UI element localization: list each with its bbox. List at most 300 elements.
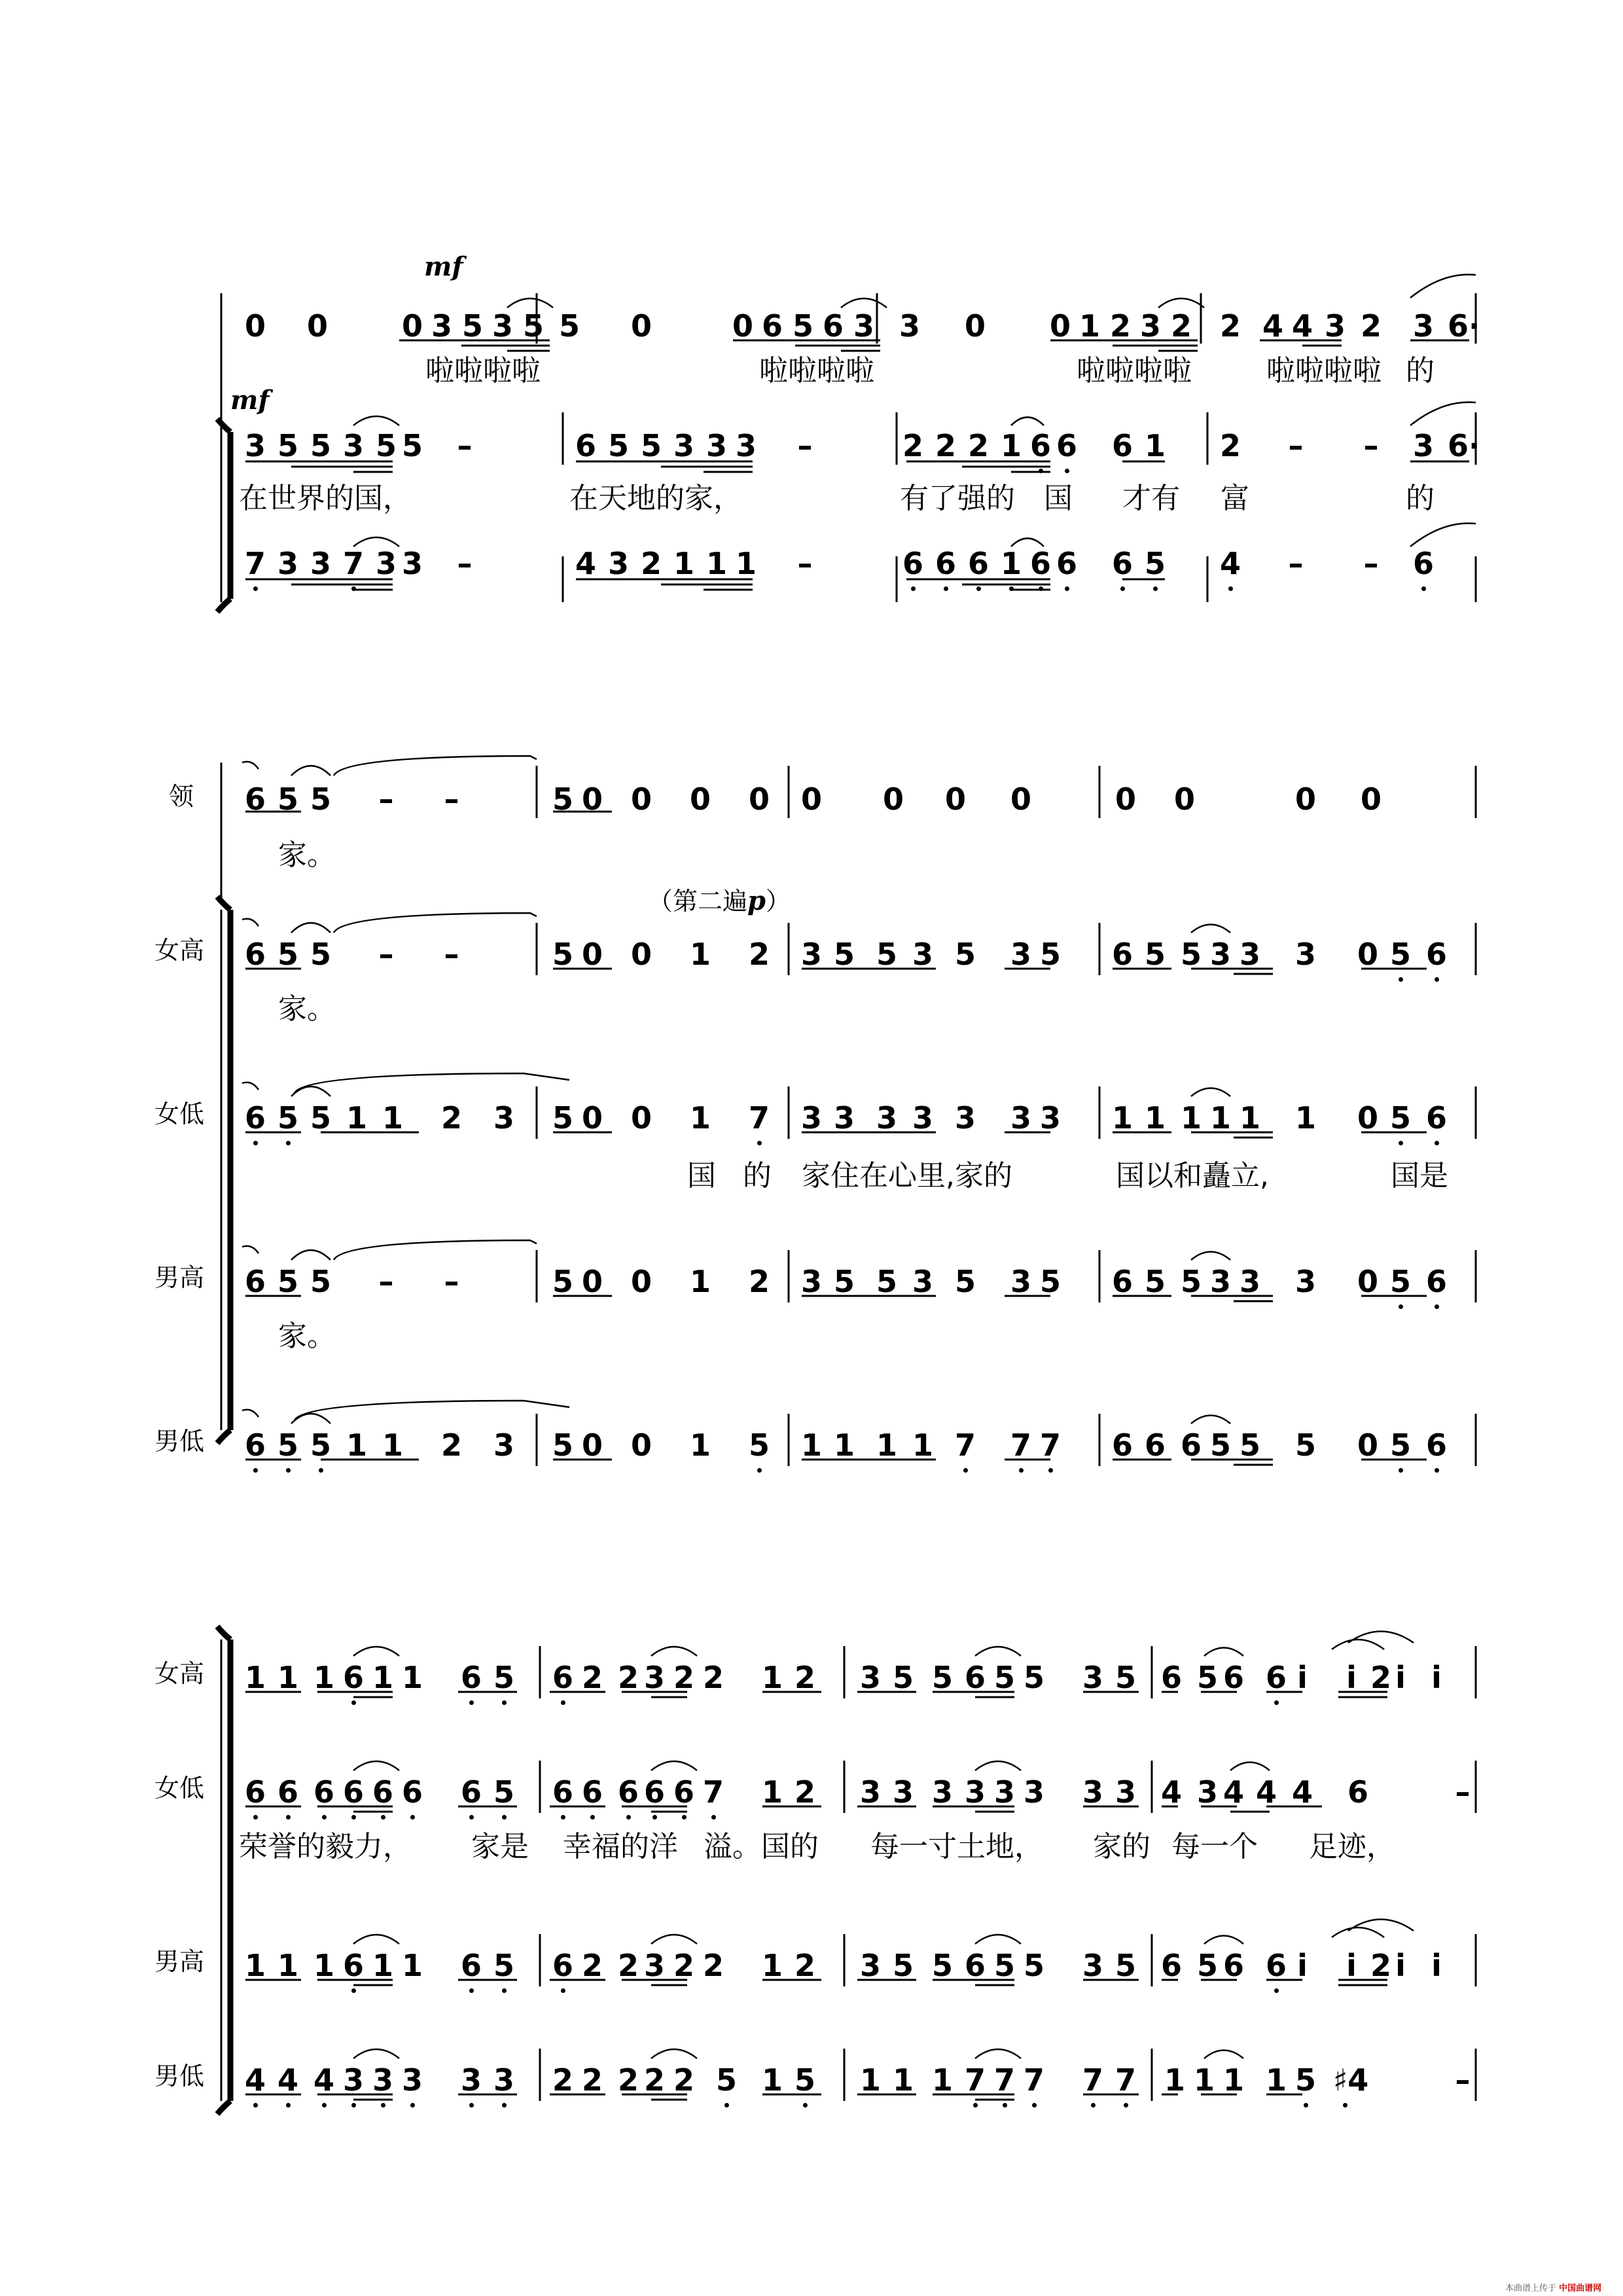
s2-soprano-note: – [444, 937, 459, 972]
s3-alto-note: 6 [1347, 1774, 1368, 1810]
s2-tenor-note: 0 [1357, 1264, 1378, 1299]
s1-upper-note: 6 [1111, 428, 1133, 463]
octave-dot [351, 2103, 356, 2108]
s1-upper-note: 5 [375, 428, 397, 463]
s3-tenor-note: 2 [794, 1948, 815, 1983]
octave-dot [1228, 586, 1233, 591]
s3-tenor-note: 5 [1023, 1948, 1044, 1983]
s3-soprano-note: 5 [1196, 1660, 1218, 1695]
s3-soprano-note: 2 [617, 1660, 639, 1695]
s1-lower-note: – [457, 546, 473, 581]
s3-bass-note: 7 [1115, 2062, 1136, 2098]
s3-alto-note: 4 [1291, 1774, 1313, 1810]
s3-alto-note: 3 [993, 1774, 1015, 1810]
s1-lead-note: 0 [244, 308, 266, 344]
s1-lead-note: 6· [1448, 308, 1480, 344]
s3-soprano-note: 1 [372, 1660, 393, 1695]
voice-label-bass: 男低 [154, 1427, 205, 1456]
s1-upper-note: 2 [902, 428, 923, 463]
s2-alto-note: 1 [1239, 1100, 1260, 1136]
s1-lead-lyric: 啦啦啦啦 [1266, 354, 1382, 387]
s2-alto-note: 7 [748, 1100, 770, 1136]
octave-dot [757, 1468, 762, 1473]
s2-soprano-note: 5 [1144, 937, 1166, 972]
s3-alto-note: 3 [1023, 1774, 1044, 1810]
s3-tenor-note: 5 [1196, 1948, 1218, 1983]
s3-soprano-note: 6 [460, 1660, 482, 1695]
octave-dot [502, 1988, 507, 1993]
s2-tenor-note: 0 [630, 1264, 652, 1299]
s3-bass-note: 7 [1082, 2062, 1103, 2098]
s3-bass-note: 7 [1023, 2062, 1044, 2098]
s3-alto-lyric: 足迹， [1309, 1830, 1395, 1863]
s2-tenor-note: 5 [1180, 1264, 1202, 1299]
s3-alto-note: 6 [244, 1774, 266, 1810]
s2-tenor-note: 5 [954, 1264, 976, 1299]
s3-soprano-note: i [1431, 1660, 1442, 1695]
s2-lead-note: 5 [310, 781, 331, 817]
s3-bass-note: 2 [617, 2062, 639, 2098]
s2-tenor-note: 6 [1425, 1264, 1447, 1299]
s1-lower-note: 5 [1144, 546, 1166, 581]
s3-soprano-note: i [1346, 1660, 1357, 1695]
s2-bass-note: 6 [1425, 1427, 1447, 1463]
s1-upper-note: 5 [607, 428, 629, 463]
octave-dot [351, 586, 356, 591]
s3-tenor-note: i [1395, 1948, 1406, 1983]
s2-tenor-note: 5 [310, 1264, 331, 1299]
s2-bass-note: 1 [382, 1427, 403, 1463]
s2-bass-note: 5 [277, 1427, 298, 1463]
s2-soprano-lyric: 家。 [278, 992, 336, 1026]
octave-dot [253, 1815, 258, 1820]
s3-alto-note: 3 [859, 1774, 881, 1810]
s3-alto-note: 4 [1160, 1774, 1182, 1810]
octave-dot [502, 2103, 507, 2108]
s1-lead-note: 4 [1291, 308, 1313, 344]
s3-bass-note: 1 [931, 2062, 953, 2098]
s2-tenor-note: 3 [1239, 1264, 1260, 1299]
s3-soprano-note: 2 [702, 1660, 724, 1695]
s3-bass-note: 1 [1265, 2062, 1287, 2098]
octave-dot [322, 1815, 327, 1820]
octave-dot [1274, 1700, 1279, 1705]
s1-lower-note: 3 [375, 546, 397, 581]
s1-upper-note: 6 [1056, 428, 1077, 463]
s3-alto-note: 6 [313, 1774, 334, 1810]
s2-tenor-note: 5 [1144, 1264, 1166, 1299]
s2-bass-note: 5 [1239, 1427, 1260, 1463]
s1-upper-note: 5 [401, 428, 423, 463]
octave-dot [381, 2103, 385, 2108]
s3-alto-lyric: 溢。国的 [704, 1830, 819, 1863]
s1-lead-note: 2 [1219, 308, 1241, 344]
s1-lower-note: – [1363, 546, 1379, 581]
s1-upper-note: 2 [1219, 428, 1241, 463]
s3-alto-note: 3 [1115, 1774, 1136, 1810]
octave-dot [803, 2103, 808, 2108]
s2-soprano-note: 5 [1180, 937, 1202, 972]
s3-soprano-note: 2 [1370, 1660, 1391, 1695]
s3-bass-note: 1 [1222, 2062, 1244, 2098]
s3-tenor-note: 2 [617, 1948, 639, 1983]
s3-bass-note: 1 [1193, 2062, 1215, 2098]
s1-upper-note: 1 [1144, 428, 1166, 463]
octave-dot [1065, 586, 1069, 591]
s3-bass-note: 2 [643, 2062, 665, 2098]
s3-tenor-note: 1 [277, 1948, 298, 1983]
s3-soprano-note: 6 [1265, 1660, 1287, 1695]
s1-lead-note: 3 [1324, 308, 1346, 344]
s2-soprano-note: 5 [876, 937, 897, 972]
octave-dot [1435, 1468, 1439, 1473]
s3-soprano-note: 5 [892, 1660, 914, 1695]
s2-alto-note: 0 [581, 1100, 603, 1136]
s1-upper-note: 1 [1000, 428, 1022, 463]
s2-tenor-note: 6 [244, 1264, 266, 1299]
s2-alto-note: 3 [876, 1100, 897, 1136]
s3-bass-note: 2 [552, 2062, 573, 2098]
s3-soprano-note: 6 [552, 1660, 573, 1695]
s2-tenor-note: 1 [689, 1264, 711, 1299]
s1-lower-note: 6 [1111, 546, 1133, 581]
octave-dot [410, 2103, 415, 2108]
s3-tenor-note: 1 [244, 1948, 266, 1983]
octave-dot [502, 1815, 507, 1820]
s2-tenor-note: 5 [552, 1264, 573, 1299]
s1-upper-note: 3 [705, 428, 727, 463]
s2-tenor-note: 3 [800, 1264, 822, 1299]
s1-upper-note: 6 [575, 428, 596, 463]
s3-soprano-note: 1 [244, 1660, 266, 1695]
s1-lead-note: 2 [1109, 308, 1131, 344]
s3-bass-note: – [1455, 2062, 1471, 2098]
s2-bass-note: 1 [833, 1427, 855, 1463]
s1-upper-lyric: 富 [1221, 482, 1249, 515]
octave-dot [944, 586, 948, 591]
s1-lower-note: 7 [342, 546, 364, 581]
s2-alto-note: 3 [1039, 1100, 1061, 1136]
octave-dot [1003, 2103, 1007, 2108]
s2-bass-note: 0 [581, 1427, 603, 1463]
s1-lower-note: 4 [575, 546, 596, 581]
voice-label-tenor-s3: 男高 [154, 1947, 205, 1976]
s3-bass-note: 7 [964, 2062, 986, 2098]
s1-lead-note: 4 [1262, 308, 1283, 344]
octave-dot [1048, 1468, 1053, 1473]
s3-alto-note: 3 [892, 1774, 914, 1810]
s1-upper-lyric: 在天地的家， [569, 482, 742, 515]
s1-lower-note: – [1288, 546, 1304, 581]
s1-lower-note: 1 [735, 546, 757, 581]
octave-dot [351, 1988, 356, 1993]
s2-tenor-note: 5 [1039, 1264, 1061, 1299]
s3-alto-note: 4 [1222, 1774, 1244, 1810]
s2-lead-note: 0 [748, 781, 770, 817]
octave-dot [286, 2103, 291, 2108]
s2-tenor-lyric: 家。 [278, 1319, 336, 1353]
s2-alto-note: 5 [310, 1100, 331, 1136]
s1-upper-note: – [1363, 428, 1379, 463]
s2-lead-note: 0 [630, 781, 652, 817]
s1-lower-note: 1 [1000, 546, 1022, 581]
octave-dot [322, 2103, 327, 2108]
s3-bass-note: 3 [493, 2062, 514, 2098]
s3-alto-lyric: 每一个 [1171, 1830, 1258, 1863]
s3-alto-lyric: 每一寸土地， [870, 1830, 1043, 1863]
s3-bass-note: 1 [761, 2062, 783, 2098]
s1-lower-note: 6 [1056, 546, 1077, 581]
octave-dot [561, 1700, 565, 1705]
s3-alto-note: 3 [1196, 1774, 1218, 1810]
octave-dot [410, 1815, 415, 1820]
s2-lead-note: 0 [1010, 781, 1031, 817]
s2-alto-note: 1 [346, 1100, 367, 1136]
s1-lower-note: 6 [1029, 546, 1051, 581]
s2-soprano-note: 0 [1357, 937, 1378, 972]
s1-lower-note: 6 [967, 546, 989, 581]
s3-alto-note: 3 [931, 1774, 953, 1810]
s2-alto-note: 5 [277, 1100, 298, 1136]
octave-dot [469, 2103, 474, 2108]
s3-alto-note: 3 [1082, 1774, 1103, 1810]
s2-soprano-note: 5 [552, 937, 573, 972]
s3-tenor-note: 6 [1265, 1948, 1287, 1983]
s2-soprano-note: 3 [1209, 937, 1231, 972]
s3-alto-note: 6 [581, 1774, 603, 1810]
octave-dot [1399, 977, 1403, 982]
s2-soprano-note: 5 [277, 937, 298, 972]
s1-lower-note: 1 [673, 546, 694, 581]
s3-bass-note: 4 [313, 2062, 334, 2098]
s2-bass-note: 7 [1010, 1427, 1031, 1463]
s3-bass-note: 3 [372, 2062, 393, 2098]
s1-lead-note: 0 [1049, 308, 1071, 344]
s1-lead-lyric: 啦啦啦啦 [1077, 354, 1192, 387]
s2-tenor-note: 3 [1209, 1264, 1231, 1299]
s2-alto-note: 3 [1010, 1100, 1031, 1136]
s2-alto-note: 2 [440, 1100, 462, 1136]
s1-lower-note: 4 [1219, 546, 1241, 581]
s3-bass-note: 1 [892, 2062, 914, 2098]
s3-soprano-note: 3 [1082, 1660, 1103, 1695]
s2-bass-note: 2 [440, 1427, 462, 1463]
s1-lead-note: 2 [1360, 308, 1382, 344]
s1-lead-note: 5 [558, 308, 580, 344]
s2-bass-note: 1 [346, 1427, 367, 1463]
footer-brand: 中国曲谱网 [1559, 2284, 1602, 2293]
s2-lead-note: 0 [944, 781, 966, 817]
s2-tenor-note: – [378, 1264, 394, 1299]
s3-tenor-note: 1 [761, 1948, 783, 1983]
s1-lead-note: 3 [1139, 308, 1161, 344]
s3-alto-lyric: 家是 [471, 1830, 529, 1863]
octave-dot [286, 1141, 291, 1145]
s3-soprano-note: 1 [277, 1660, 298, 1695]
s1-upper-note: 5 [277, 428, 298, 463]
s2-bass-note: 5 [1209, 1427, 1231, 1463]
octave-dot [561, 1815, 565, 1820]
s2-tenor-note: – [444, 1264, 459, 1299]
octave-dot [286, 1468, 291, 1473]
s2-alto-note: 1 [1209, 1100, 1231, 1136]
s2-alto-note: 1 [689, 1100, 711, 1136]
s3-soprano-note: 1 [761, 1660, 783, 1695]
s2-alto-note: 6 [244, 1100, 266, 1136]
s1-lead-note: 3 [491, 308, 513, 344]
octave-dot [1153, 586, 1158, 591]
s2-alto-note: 1 [1111, 1100, 1133, 1136]
octave-dot [711, 1815, 716, 1820]
s1-upper-note: 3 [673, 428, 694, 463]
s3-soprano-note: 2 [673, 1660, 694, 1695]
s2-lead-note: 0 [689, 781, 711, 817]
s2-alto-note: 0 [1357, 1100, 1378, 1136]
s2-lead-lyric: 家。 [278, 838, 336, 872]
s3-bass-note: 3 [460, 2062, 482, 2098]
s1-upper-note: 3 [735, 428, 757, 463]
s2-soprano-note: 6 [1111, 937, 1133, 972]
s3-tenor-note: 2 [1370, 1948, 1391, 1983]
s3-tenor-note: 1 [372, 1948, 393, 1983]
s1-upper-note: 6· [1448, 428, 1480, 463]
s3-alto-note: 6 [643, 1774, 665, 1810]
s1-lead-note: 0 [306, 308, 328, 344]
s3-alto-lyric: 幸福的洋 [563, 1830, 678, 1863]
octave-dot [1039, 586, 1043, 591]
s1-upper-note: 5 [310, 428, 331, 463]
dynamic-mf-lead: mf [424, 251, 463, 282]
s3-alto-lyric: 家的 [1093, 1830, 1150, 1863]
s2-lead-note: 0 [1115, 781, 1136, 817]
octave-dot [253, 586, 258, 591]
s2-lead-note: 5 [277, 781, 298, 817]
s3-tenor-note: 5 [493, 1948, 514, 1983]
s2-soprano-note: 5 [833, 937, 855, 972]
s3-bass-note: ♯4 [1333, 2062, 1369, 2098]
s3-alto-note: 1 [761, 1774, 783, 1810]
s2-alto-note: 1 [1144, 1100, 1166, 1136]
s1-lower-note: 3 [401, 546, 423, 581]
s2-lead-note: – [444, 781, 459, 817]
s1-lead-note: 5 [522, 308, 544, 344]
s3-soprano-note: 6 [1160, 1660, 1182, 1695]
second-time-text: （第二遍 [648, 887, 748, 916]
s3-soprano-note: i [1395, 1660, 1406, 1695]
s2-lead-note: 0 [800, 781, 822, 817]
s1-upper-note: 2 [935, 428, 956, 463]
octave-dot [652, 1815, 657, 1820]
s2-alto-lyric: 的 [743, 1159, 772, 1193]
s2-lead-note: 5 [552, 781, 573, 817]
s3-soprano-note: 6 [342, 1660, 364, 1695]
voice-label-soprano: 女高 [154, 936, 205, 965]
s2-tenor-note: 6 [1111, 1264, 1133, 1299]
octave-dot [724, 2103, 729, 2108]
s1-lead-lyric: 啦啦啦啦 [759, 354, 874, 387]
s2-bass-note: 5 [552, 1427, 573, 1463]
s3-soprano-note: 5 [993, 1660, 1015, 1695]
s3-soprano-note: 1 [401, 1660, 423, 1695]
s1-lead-note: 0 [732, 308, 753, 344]
voice-label-alto-s3: 女低 [154, 1774, 205, 1803]
s1-upper-lyric: 的 [1406, 482, 1435, 515]
s3-tenor-note: i [1431, 1948, 1442, 1983]
octave-dot [1435, 977, 1439, 982]
s3-alto-note: – [1455, 1774, 1471, 1810]
voice-label-soprano-s3: 女高 [154, 1659, 205, 1688]
octave-dot [1032, 2103, 1037, 2108]
s1-lead-note: 0 [401, 308, 423, 344]
octave-dot [1274, 1988, 1279, 1993]
s3-bass-note: 1 [1164, 2062, 1185, 2098]
s3-tenor-note: 1 [313, 1948, 334, 1983]
s1-lead-note: 0 [964, 308, 986, 344]
s1-lead-lyric: 的 [1406, 354, 1435, 387]
s2-soprano-note: – [378, 937, 394, 972]
s3-alto-note: 5 [493, 1774, 514, 1810]
octave-dot [757, 1141, 762, 1145]
s1-upper-lyric: 有了强的 [900, 482, 1015, 515]
octave-dot [351, 1700, 356, 1705]
dynamic-mf-chorus: mf [230, 385, 270, 416]
s2-alto-note: 3 [493, 1100, 514, 1136]
s3-bass-note: 4 [244, 2062, 266, 2098]
s2-soprano-note: 6 [1425, 937, 1447, 972]
octave-dot [963, 1468, 968, 1473]
s3-tenor-note: 2 [673, 1948, 694, 1983]
s1-upper-note: 3 [1412, 428, 1434, 463]
s1-lead-note: 3 [431, 308, 452, 344]
s2-bass-note: 3 [493, 1427, 514, 1463]
s2-alto-note: 3 [800, 1100, 822, 1136]
s2-bass-note: 5 [310, 1427, 331, 1463]
s1-lower-note: 7 [244, 546, 266, 581]
s1-lead-note: 2 [1170, 308, 1192, 344]
s3-alto-note: 6 [277, 1774, 298, 1810]
octave-dot [1399, 1468, 1403, 1473]
s3-alto-note: 6 [342, 1774, 364, 1810]
s2-bass-note: 1 [912, 1427, 933, 1463]
s3-soprano-note: 5 [493, 1660, 514, 1695]
s3-tenor-note: 6 [1222, 1948, 1244, 1983]
dynamic-p: p [747, 886, 766, 916]
footer-text: 本曲谱上传于 [1505, 2284, 1557, 2293]
s3-tenor-note: 5 [1115, 1948, 1136, 1983]
octave-dot [1304, 2103, 1308, 2108]
s3-tenor-note: 6 [342, 1948, 364, 1983]
s2-lead-note: 0 [581, 781, 603, 817]
s2-bass-note: 6 [1144, 1427, 1166, 1463]
s2-soprano-note: 5 [310, 937, 331, 972]
s1-upper-lyric: 国 [1044, 482, 1073, 515]
octave-dot [502, 1700, 507, 1705]
s2-bass-note: 5 [748, 1427, 770, 1463]
octave-dot [319, 1468, 323, 1473]
octave-dot [911, 586, 916, 591]
s2-tenor-note: 5 [1389, 1264, 1411, 1299]
s1-upper-note: 2 [967, 428, 989, 463]
s2-lead-note: 6 [244, 781, 266, 817]
s3-alto-note: 4 [1255, 1774, 1277, 1810]
s1-upper-note: 3 [342, 428, 364, 463]
octave-dot [469, 1815, 474, 1820]
octave-dot [1343, 2103, 1347, 2108]
octave-dot [469, 1700, 474, 1705]
s2-soprano-note: 3 [1010, 937, 1031, 972]
s2-bass-note: 1 [800, 1427, 822, 1463]
s1-upper-note: – [1288, 428, 1304, 463]
